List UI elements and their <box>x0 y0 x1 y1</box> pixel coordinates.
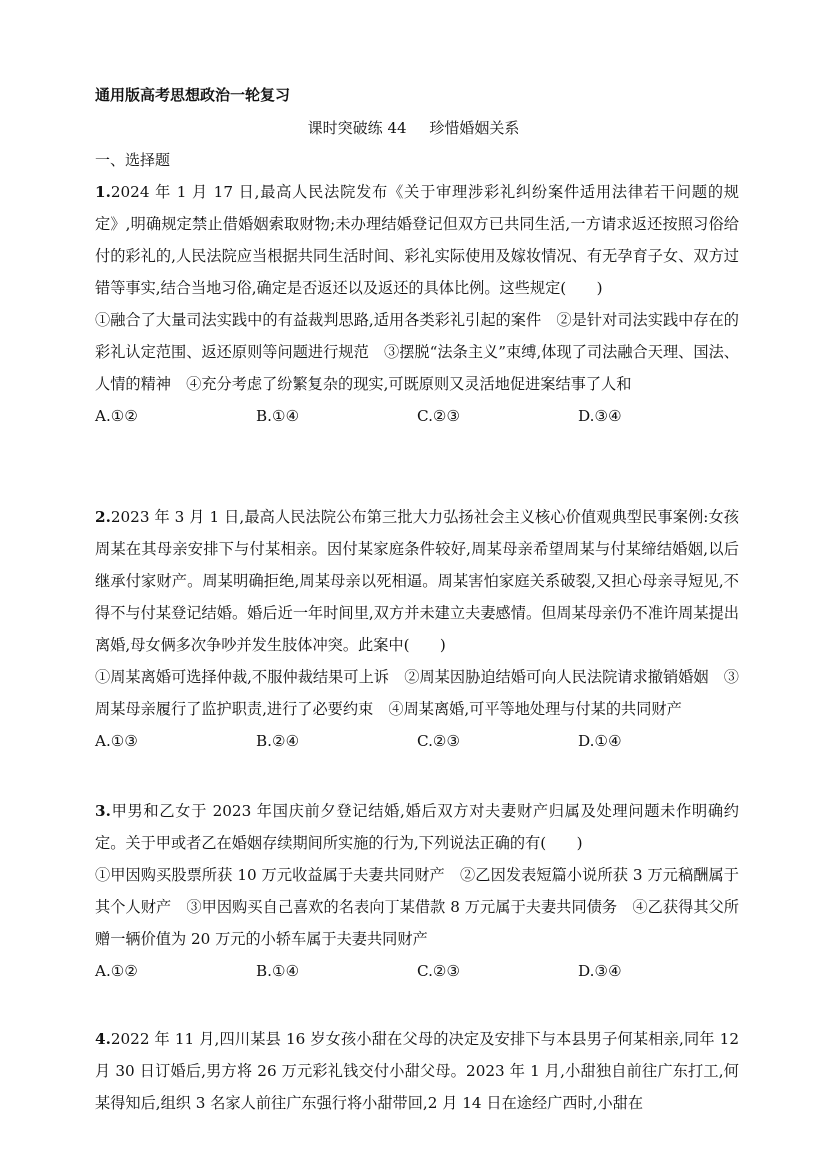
answer-choices <box>95 955 739 987</box>
question-text: 2024 年 1 月 17 日,最高人民法院发布《关于审理涉彩礼纠纷案件适用法律若干问题的规定》,明确规定禁止借婚姻索取财物;未办理结婚登记但双方已共同生活,一方请求返还按照习俗给付的彩礼的,人民法院应当根据共同生活时间、彩礼实际使用及嫁妆情况、有无孕育子女、双方过错等事实,结合当地习俗,确定是否返还以及返还的具体比例。这些规定( ) <box>95 183 739 297</box>
choice-c[interactable]: C.②③ <box>417 407 461 425</box>
question-stem <box>95 795 739 859</box>
title-lesson: 课时突破练 44 <box>307 119 407 137</box>
choice-d[interactable]: D.③④ <box>578 407 622 425</box>
series-heading: 通用版高考思想政治一轮复习 <box>95 86 291 104</box>
choice-b[interactable]: B.①④ <box>256 962 300 980</box>
choice-d[interactable]: D.③④ <box>578 962 622 980</box>
choice-a[interactable]: A.①③ <box>95 732 139 750</box>
choice-b[interactable]: B.②④ <box>256 732 300 750</box>
question-stem <box>95 501 739 661</box>
choice-c[interactable]: C.②③ <box>417 962 461 980</box>
question-stem <box>95 1023 739 1119</box>
question-number: 4. <box>95 1030 111 1048</box>
choice-c[interactable]: C.②③ <box>417 732 461 750</box>
title-topic: 珍惜婚姻关系 <box>429 119 520 137</box>
choice-b[interactable]: B.①④ <box>256 407 300 425</box>
section-heading: 一、选择题 <box>95 151 171 169</box>
choice-a[interactable]: A.①② <box>95 407 139 425</box>
question-text: 甲男和乙女于 2023 年国庆前夕登记结婚,婚后双方对夫妻财产归属及处理问题未作明确约定。关于甲或者乙在婚姻存续期间所实施的行为,下列说法正确的有( ) <box>95 802 739 852</box>
question-statements: ①周某离婚可选择仲裁,不服仲裁结果可上诉 ②周某因胁迫结婚可向人民法院请求撤销婚姻 ③周某母亲履行了监护职责,进行了必要约束 ④周某离婚,可平等地处理与付某的共同财产 <box>95 668 739 718</box>
question-2 <box>95 501 739 757</box>
question-text: 2023 年 3 月 1 日,最高人民法院公布第三批大力弘扬社会主义核心价值观典型民事案例:女孩周某在其母亲安排下与付某相亲。因付某家庭条件较好,周某母亲希望周某与付某缔结婚姻,以后继承付家财产。周某明确拒绝,周某母亲以死相逼。周某害怕家庭关系破裂,又担心母亲寻短见,不得不与付某登记结婚。婚后近一年时间里,双方并未建立夫妻感情。但周某母亲仍不准许周某提出离婚,母女俩多次争吵并发生肢体冲突。此案中( ) <box>95 508 739 654</box>
page-title <box>0 117 827 138</box>
question-statements: ①融合了大量司法实践中的有益裁判思路,适用各类彩礼引起的案件 ②是针对司法实践中存在的彩礼认定范围、返还原则等问题进行规范 ③摆脱“法条主义”束缚,体现了司法融合天理、国法、人情的精神 ④充分考虑了纷繁复杂的现实,可既原则又灵活地促进案结事了人和 <box>95 311 739 393</box>
answer-choices <box>95 400 739 432</box>
question-stem <box>95 176 739 304</box>
question-number: 2. <box>95 508 111 526</box>
question-text: 2022 年 11 月,四川某县 16 岁女孩小甜在父母的决定及安排下与本县男子何某相亲,同年 12 月 30 日订婚后,男方将 26 万元彩礼钱交付小甜父母。2023 年 1 月,小甜独自前往广东打工,何某得知后,组织 3 名家人前往广东强行将小甜带回,2 月 14 日在途经广西时,小甜在 <box>95 1030 739 1112</box>
question-statements: ①甲因购买股票所获 10 万元收益属于夫妻共同财产 ②乙因发表短篇小说所获 3 万元稿酬属于其个人财产 ③甲因购买自己喜欢的名表向丁某借款 8 万元属于夫妻共同债务 ④乙获得其父所赠一辆价值为 20 万元的小轿车属于夫妻共同财产 <box>95 866 739 948</box>
question-4 <box>95 1023 739 1119</box>
choice-d[interactable]: D.①④ <box>578 732 622 750</box>
question-1 <box>95 176 739 432</box>
answer-choices <box>95 725 739 757</box>
question-number: 3. <box>95 802 111 820</box>
question-3 <box>95 795 739 987</box>
choice-a[interactable]: A.①② <box>95 962 139 980</box>
question-number: 1. <box>95 183 111 201</box>
